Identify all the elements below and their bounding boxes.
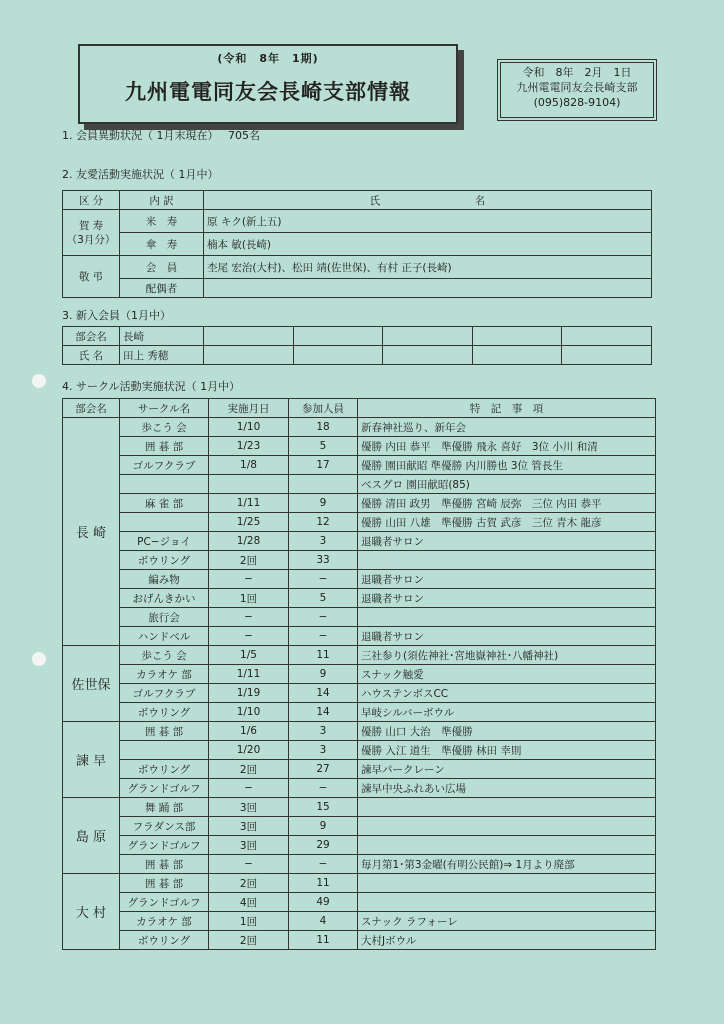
participants: −: [289, 608, 358, 627]
participants: 33: [289, 551, 358, 570]
participants: 14: [289, 703, 358, 722]
notes: 優勝 清田 政男 準優勝 宮崎 辰弥 三位 内田 恭平: [358, 494, 656, 513]
branch-group-name: 島 原: [63, 798, 120, 874]
punch-hole-bottom: [32, 652, 46, 666]
circle-table: [62, 398, 656, 950]
table-row: [63, 627, 656, 646]
beiju-label: 米 寿: [120, 210, 204, 233]
table-row: [63, 855, 656, 874]
circle-name: ボウリング: [120, 703, 209, 722]
circle-name: 舞 踊 部: [120, 798, 209, 817]
participants: 11: [289, 874, 358, 893]
gaju-sub: （3月分）: [66, 233, 116, 246]
table-row: [63, 684, 656, 703]
participants: 5: [289, 589, 358, 608]
table-row: [63, 874, 656, 893]
notes: 退職者サロン: [358, 589, 656, 608]
circle-name: 編み物: [120, 570, 209, 589]
notes: 優勝 山田 八雄 準優勝 古賀 武彦 三位 青木 龍彦: [358, 513, 656, 532]
participants: 18: [289, 418, 358, 437]
participants: 11: [289, 931, 358, 950]
notes: 早岐シルバーボウル: [358, 703, 656, 722]
issue-date: 令和 8年 2月 1日: [522, 66, 632, 79]
activity-date: 1回: [209, 912, 289, 931]
activity-date: 1/10: [209, 418, 289, 437]
header-date: 実施月日: [209, 399, 289, 418]
header-participants: 参加人員: [289, 399, 358, 418]
circle-name: PC−ジョイ: [120, 532, 209, 551]
activity-date: 2回: [209, 551, 289, 570]
circle-name: 麻 雀 部: [120, 494, 209, 513]
activity-date: 1/5: [209, 646, 289, 665]
kaiin-names: 杢尾 宏治(大村)、松田 靖(佐世保)、有村 正子(長崎): [204, 256, 652, 279]
org-name: 九州電電同友会長崎支部: [516, 81, 638, 94]
notes: [358, 551, 656, 570]
participants: 17: [289, 456, 358, 475]
notes: [358, 836, 656, 855]
notes: 退職者サロン: [358, 532, 656, 551]
activity-date: 2回: [209, 874, 289, 893]
table-row: [63, 456, 656, 475]
section-2-label: 2. 友愛活動実施状況（ 1月中）: [62, 168, 219, 181]
table-row: [63, 532, 656, 551]
notes: [358, 798, 656, 817]
page-title: 九州電電同友会長崎支部情報: [125, 80, 411, 104]
circle-name: カラオケ 部: [120, 912, 209, 931]
section-1: [62, 127, 260, 143]
table-row: [63, 703, 656, 722]
header-notes: 特 記 事 項: [358, 399, 656, 418]
gaju-label: 賀 寿: [78, 219, 104, 232]
table-row: [63, 760, 656, 779]
circle-name: 囲 碁 部: [120, 722, 209, 741]
activity-date: 1/10: [209, 703, 289, 722]
participants: −: [289, 627, 358, 646]
participants: 3: [289, 532, 358, 551]
circle-name: ボウリング: [120, 931, 209, 950]
section-1-label: 1. 会員異動状況（ 1月末現在）: [62, 129, 219, 142]
circle-name: 囲 碁 部: [120, 855, 209, 874]
notes: [358, 817, 656, 836]
participants: [289, 475, 358, 494]
table-row: [63, 437, 656, 456]
circle-name: 旅行会: [120, 608, 209, 627]
title-box: [78, 44, 458, 124]
circle-name: 歩こう 会: [120, 646, 209, 665]
notes: スナック ラフォーレ: [358, 912, 656, 931]
notes: 諫早中央ふれあい広場: [358, 779, 656, 798]
notes: 優勝 入江 道生 準優勝 林田 幸則: [358, 741, 656, 760]
branch-value: 長崎: [120, 327, 204, 346]
participants: 27: [289, 760, 358, 779]
activity-date: 4回: [209, 893, 289, 912]
table-row: [63, 817, 656, 836]
notes: 優勝 山口 大治 準優勝: [358, 722, 656, 741]
notes: スナック触愛: [358, 665, 656, 684]
section-4-label: 4. サークル活動実施状況（ 1月中）: [62, 380, 241, 393]
table-row: [63, 931, 656, 950]
punch-hole-top: [32, 374, 46, 388]
circle-name: グランドゴルフ: [120, 836, 209, 855]
circle-name: ゴルフクラブ: [120, 456, 209, 475]
circle-name: [120, 513, 209, 532]
friendship-table: [62, 190, 652, 298]
kaiin-label: 会 員: [120, 256, 204, 279]
activity-date: 2回: [209, 931, 289, 950]
notes: 新春神社巡り、新年会: [358, 418, 656, 437]
header-branch: 部会名: [63, 399, 120, 418]
header-names: 氏 名: [204, 191, 652, 210]
notes: 優勝 園田献昭 準優勝 内川勝也 3位 管長生: [358, 456, 656, 475]
circle-name: フラダンス部: [120, 817, 209, 836]
table-row: [63, 646, 656, 665]
participants: 9: [289, 665, 358, 684]
activity-date: 1/6: [209, 722, 289, 741]
table-row: [63, 798, 656, 817]
activity-date: −: [209, 779, 289, 798]
activity-date: −: [209, 627, 289, 646]
member-count: 705名: [228, 129, 260, 142]
table-row: [63, 741, 656, 760]
circle-name: 囲 碁 部: [120, 874, 209, 893]
circle-name: ハンドベル: [120, 627, 209, 646]
branch-label: 部会名: [63, 327, 120, 346]
section-3-label: 3. 新入会員（1月中）: [62, 309, 171, 322]
circle-name: [120, 741, 209, 760]
participants: −: [289, 570, 358, 589]
participants: 11: [289, 646, 358, 665]
notes: 優勝 内田 恭平 準優勝 飛永 喜好 3位 小川 和清: [358, 437, 656, 456]
table-row: [63, 418, 656, 437]
circle-name: 囲 碁 部: [120, 437, 209, 456]
table-row: [63, 475, 656, 494]
activity-date: 3回: [209, 817, 289, 836]
circle-name: グランドゴルフ: [120, 779, 209, 798]
circle-name: 歩こう 会: [120, 418, 209, 437]
gaju-cell: [63, 210, 120, 256]
notes: 大村Jボウル: [358, 931, 656, 950]
header-kubun: 区 分: [63, 191, 120, 210]
participants: 5: [289, 437, 358, 456]
sanju-label: 傘 寿: [120, 233, 204, 256]
table-row: [63, 494, 656, 513]
participants: −: [289, 779, 358, 798]
participants: 9: [289, 494, 358, 513]
activity-date: 3回: [209, 798, 289, 817]
activity-date: 1/11: [209, 494, 289, 513]
new-member-table: [62, 326, 652, 365]
participants: 15: [289, 798, 358, 817]
participants: 3: [289, 741, 358, 760]
activity-date: 1回: [209, 589, 289, 608]
table-row: [63, 570, 656, 589]
participants: 29: [289, 836, 358, 855]
phone-number: (095)828-9104): [533, 96, 621, 109]
circle-name: グランドゴルフ: [120, 893, 209, 912]
participants: 9: [289, 817, 358, 836]
branch-group-name: 諫 早: [63, 722, 120, 798]
issue-label: (令和 8年 1期): [217, 52, 319, 65]
table-row: [63, 589, 656, 608]
circle-name: カラオケ 部: [120, 665, 209, 684]
participants: 3: [289, 722, 358, 741]
table-row: [63, 608, 656, 627]
notes: 三社参り(須佐神社･宮地嶽神社･八幡神社): [358, 646, 656, 665]
participants: 4: [289, 912, 358, 931]
branch-group-name: 大 村: [63, 874, 120, 950]
header-uchiwake: 内 訳: [120, 191, 204, 210]
activity-date: 2回: [209, 760, 289, 779]
activity-date: [209, 475, 289, 494]
notes: [358, 608, 656, 627]
circle-name: ボウリング: [120, 760, 209, 779]
notes: 退職者サロン: [358, 570, 656, 589]
participants: 14: [289, 684, 358, 703]
activity-date: 3回: [209, 836, 289, 855]
circle-name: ボウリング: [120, 551, 209, 570]
beiju-names: 原 キク(新上五): [204, 210, 652, 233]
activity-date: 1/19: [209, 684, 289, 703]
notes: 諫早パークレーン: [358, 760, 656, 779]
branch-group-name: 佐世保: [63, 646, 120, 722]
circle-name: ゴルフクラブ: [120, 684, 209, 703]
table-row: [63, 779, 656, 798]
haigusha-names: [204, 279, 652, 298]
circle-name: おげんきかい: [120, 589, 209, 608]
activity-date: 1/23: [209, 437, 289, 456]
circle-body: [63, 418, 656, 950]
notes: [358, 874, 656, 893]
table-row: [63, 893, 656, 912]
table-row: [63, 722, 656, 741]
header-circle: サークル名: [120, 399, 209, 418]
activity-date: −: [209, 855, 289, 874]
branch-group-name: 長 崎: [63, 418, 120, 646]
activity-date: 1/28: [209, 532, 289, 551]
keicho-label: 敬 弔: [63, 256, 120, 298]
table-row: [63, 912, 656, 931]
activity-date: 1/25: [209, 513, 289, 532]
name-label: 氏 名: [63, 346, 120, 365]
notes: ハウステンボスCC: [358, 684, 656, 703]
participants: 49: [289, 893, 358, 912]
circle-name: [120, 475, 209, 494]
table-row: [63, 513, 656, 532]
notes: ベスグロ 園田献昭(85): [358, 475, 656, 494]
table-row: [63, 836, 656, 855]
notes: 退職者サロン: [358, 627, 656, 646]
table-row: [63, 551, 656, 570]
notes: [358, 893, 656, 912]
activity-date: 1/8: [209, 456, 289, 475]
participants: 12: [289, 513, 358, 532]
sanju-names: 楠本 敏(長崎): [204, 233, 652, 256]
activity-date: 1/11: [209, 665, 289, 684]
table-row: [63, 665, 656, 684]
notes: 毎月第1･第3金曜(有明公民館)⇒ 1月より廃部: [358, 855, 656, 874]
participants: −: [289, 855, 358, 874]
info-box: [500, 62, 654, 118]
activity-date: −: [209, 608, 289, 627]
activity-date: −: [209, 570, 289, 589]
activity-date: 1/20: [209, 741, 289, 760]
name-value: 田上 秀穂: [120, 346, 204, 365]
haigusha-label: 配偶者: [120, 279, 204, 298]
